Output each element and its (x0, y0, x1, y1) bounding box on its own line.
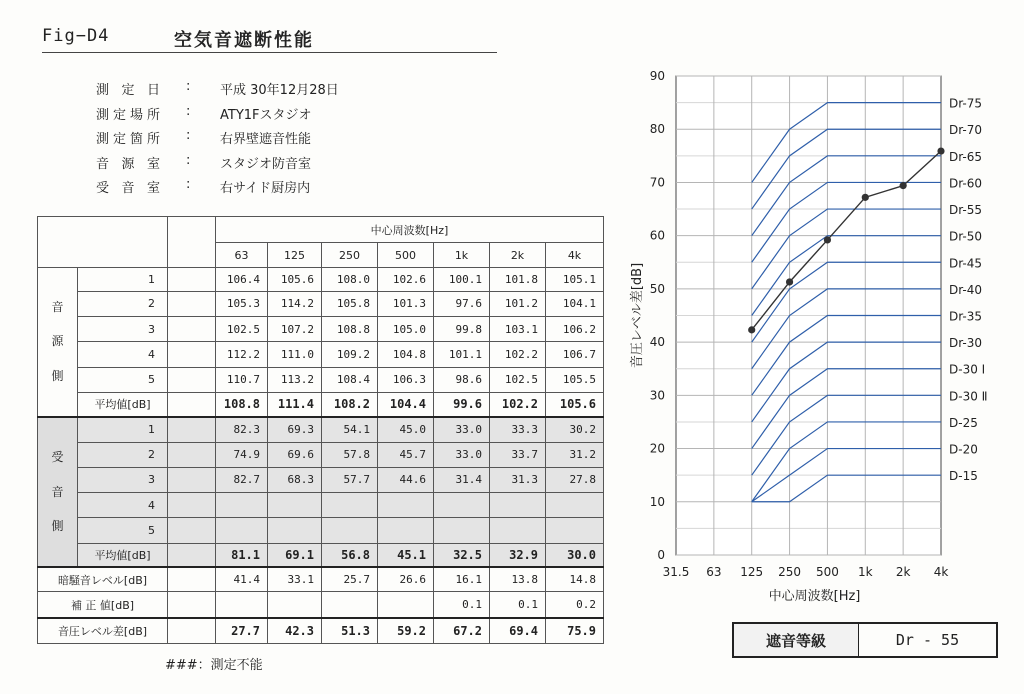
value-cell: 33.3 (490, 417, 546, 442)
value-cell: 75.9 (546, 618, 604, 644)
value-cell: 102.6 (378, 267, 434, 291)
y-tick-label: 70 (649, 175, 665, 190)
measured-line (752, 151, 941, 330)
value-cell: 105.5 (546, 367, 604, 392)
value-cell: 106.4 (216, 267, 268, 291)
value-cell: 108.8 (216, 393, 268, 417)
value-cell: 0.1 (434, 592, 490, 618)
value-cell: 106.7 (546, 342, 604, 367)
table-row (38, 291, 604, 316)
receive-group-char: 音 (51, 484, 64, 499)
diff-label: 音圧レベル差[dB] (38, 618, 168, 644)
value-cell (268, 592, 322, 618)
row-index: 1 (78, 267, 168, 291)
table-row (38, 592, 604, 618)
value-cell: 110.7 (216, 367, 268, 392)
row-index: 2 (78, 291, 168, 316)
x-tick-label: 250 (778, 565, 802, 579)
value-cell: 101.2 (490, 291, 546, 316)
value-cell: 102.5 (216, 317, 268, 342)
value-cell: 31.3 (490, 467, 546, 492)
curve-label: D-15 (949, 469, 978, 484)
value-cell: 57.7 (322, 467, 378, 492)
value-cell: 32.9 (490, 543, 546, 567)
reference-curve (752, 209, 941, 289)
measured-point (748, 326, 755, 333)
curve-label: Dr-70 (949, 123, 983, 138)
value-cell: 0.1 (490, 592, 546, 618)
reference-curve (752, 449, 941, 502)
curve-label: Dr-45 (949, 256, 983, 271)
value-cell (216, 493, 268, 518)
y-tick-label: 10 (649, 494, 665, 509)
value-cell: 97.6 (434, 291, 490, 316)
value-cell: 25.7 (322, 567, 378, 591)
value-cell: 33.0 (434, 417, 490, 442)
value-cell: 102.5 (490, 367, 546, 392)
measured-point (786, 278, 793, 285)
curve-label: D-20 (949, 442, 978, 457)
curve-label: Dr-50 (949, 229, 983, 244)
value-cell: 74.9 (216, 442, 268, 467)
reference-curve (752, 475, 941, 502)
value-cell: 105.3 (216, 291, 268, 316)
spacer-cell (168, 493, 216, 518)
value-cell: 106.3 (378, 367, 434, 392)
background-label: 暗騒音レベル[dB] (38, 567, 168, 591)
row-index: 1 (78, 417, 168, 442)
value-cell (546, 493, 604, 518)
row-index: 4 (78, 493, 168, 518)
value-cell: 82.3 (216, 417, 268, 442)
figure-id: Fig−D4 (42, 26, 110, 46)
value-cell: 0.2 (546, 592, 604, 618)
value-cell: 113.2 (268, 367, 322, 392)
value-cell: 67.2 (434, 618, 490, 644)
spacer-cell (168, 618, 216, 644)
meta-label: 受 音 室 (96, 181, 160, 196)
value-cell: 45.1 (378, 543, 434, 567)
table-row (38, 567, 604, 591)
freq-label: 250 (322, 243, 378, 267)
x-tick-label: 125 (740, 565, 764, 579)
value-cell: 14.8 (546, 567, 604, 591)
plot-area (676, 76, 941, 555)
spacer-cell (168, 467, 216, 492)
receive-group-char: 側 (51, 519, 64, 534)
value-cell: 30.0 (546, 543, 604, 567)
table-row (38, 493, 604, 518)
row-index: 3 (78, 467, 168, 492)
meta-value: ATY1Fスタジオ (220, 107, 312, 123)
value-cell: 108.0 (322, 267, 378, 291)
value-cell: 31.4 (434, 467, 490, 492)
value-cell: 56.8 (322, 543, 378, 567)
curve-label: Dr-75 (949, 96, 983, 111)
figure-header (42, 26, 497, 53)
row-index: 5 (78, 518, 168, 543)
row-index: 2 (78, 442, 168, 467)
meta-colon: : (186, 152, 191, 168)
value-cell: 102.2 (490, 342, 546, 367)
y-tick-label: 60 (649, 228, 665, 243)
figure-title: 空気音遮断性能 (174, 30, 314, 51)
value-cell: 103.1 (490, 317, 546, 342)
value-cell (216, 592, 268, 618)
y-tick-label: 20 (649, 441, 665, 456)
value-cell: 101.3 (378, 291, 434, 316)
curve-label: Dr-55 (949, 203, 983, 218)
meta-label: 測 定 日 (96, 83, 160, 98)
grade-label: 遮音等級 (734, 624, 859, 656)
value-cell: 105.0 (378, 317, 434, 342)
receive-group-label (38, 417, 78, 568)
curve-label: Dr-65 (949, 149, 983, 164)
meta-label: 測定箇所 (96, 132, 160, 147)
value-cell: 114.2 (268, 291, 322, 316)
freq-label: 500 (378, 243, 434, 267)
value-cell (268, 493, 322, 518)
row-index: 5 (78, 367, 168, 392)
freq-label: 63 (216, 243, 268, 267)
source-group-char: 源 (51, 334, 64, 349)
curve-label: Dr-40 (949, 282, 983, 297)
meta-value: 右サイド厨房内 (220, 181, 311, 196)
reference-curve (752, 156, 941, 236)
freq-label: 4k (546, 243, 604, 267)
table-row (38, 317, 604, 342)
value-cell: 104.8 (378, 342, 434, 367)
curve-label: D-25 (949, 415, 978, 430)
x-tick-label: 2k (895, 565, 911, 579)
y-tick-label: 0 (657, 548, 665, 562)
freq-label: 2k (490, 243, 546, 267)
value-cell: 100.1 (434, 267, 490, 291)
value-cell: 30.2 (546, 417, 604, 442)
y-axis-label: 音圧レベル差[dB] (630, 262, 645, 369)
value-cell: 112.2 (216, 342, 268, 367)
value-cell: 16.1 (434, 567, 490, 591)
value-cell: 109.2 (322, 342, 378, 367)
table-row (38, 342, 604, 367)
freq-label: 125 (268, 243, 322, 267)
spacer-cell (168, 393, 216, 417)
value-cell (434, 493, 490, 518)
value-cell: 69.3 (268, 417, 322, 442)
value-cell: 81.1 (216, 543, 268, 567)
reference-curve (752, 262, 941, 342)
value-cell: 107.2 (268, 317, 322, 342)
value-cell: 54.1 (322, 417, 378, 442)
receive-group-char: 受 (51, 450, 64, 465)
table-row (38, 217, 604, 243)
measured-point (937, 147, 944, 154)
curve-label: D-30 Ⅰ (949, 362, 986, 377)
value-cell: 108.8 (322, 317, 378, 342)
value-cell: 51.3 (322, 618, 378, 644)
spacer-cell (168, 417, 216, 442)
spacer-cell (168, 217, 216, 268)
avg-label: 平均値[dB] (78, 393, 168, 417)
value-cell: 105.1 (546, 267, 604, 291)
value-cell (322, 592, 378, 618)
value-cell (434, 518, 490, 543)
grade-box (732, 622, 998, 658)
x-tick-label: 31.5 (662, 565, 690, 579)
spacer-cell (168, 367, 216, 392)
measured-point (824, 236, 831, 243)
value-cell: 33.1 (268, 567, 322, 591)
table-row (38, 367, 604, 392)
measured-point (862, 194, 869, 201)
meta-label: 音 源 室 (96, 156, 160, 172)
value-cell: 108.2 (322, 393, 378, 417)
value-cell (490, 493, 546, 518)
value-cell: 57.8 (322, 442, 378, 467)
value-cell: 98.6 (434, 367, 490, 392)
correction-label: 補 正 値[dB] (38, 592, 168, 618)
value-cell: 68.3 (268, 467, 322, 492)
spacer-cell (168, 342, 216, 367)
value-cell: 99.8 (434, 317, 490, 342)
meta-value: 右界壁遮音性能 (220, 132, 312, 147)
meta-colon: : (186, 79, 191, 94)
value-cell: 42.3 (268, 618, 322, 644)
meta-colon: : (186, 128, 191, 143)
x-tick-label: 63 (706, 565, 722, 579)
measured-point (900, 182, 907, 189)
value-cell (490, 518, 546, 543)
value-cell: 27.8 (546, 467, 604, 492)
value-cell: 105.8 (322, 291, 378, 316)
meta-value: 平成 30年12月28日 (220, 83, 339, 98)
table-row (38, 518, 604, 543)
meta-label: 測定場所 (96, 107, 160, 123)
value-cell: 31.2 (546, 442, 604, 467)
value-cell: 99.6 (434, 393, 490, 417)
value-cell (546, 518, 604, 543)
value-cell: 106.2 (546, 317, 604, 342)
spacer-cell (168, 442, 216, 467)
x-tick-label: 1k (857, 565, 873, 579)
reference-curve (752, 103, 941, 183)
value-cell: 45.7 (378, 442, 434, 467)
value-cell (322, 518, 378, 543)
curve-label: Dr-30 (949, 336, 983, 351)
x-tick-label: 500 (815, 565, 839, 579)
value-cell (268, 518, 322, 543)
value-cell: 44.6 (378, 467, 434, 492)
value-cell: 45.0 (378, 417, 434, 442)
table-row (38, 267, 604, 291)
value-cell: 102.2 (490, 393, 546, 417)
value-cell: 101.1 (434, 342, 490, 367)
value-cell: 41.4 (216, 567, 268, 591)
y-tick-label: 40 (649, 335, 665, 350)
table-row (38, 442, 604, 467)
freq-header: 中心周波数[Hz] (216, 217, 604, 243)
spacer-cell (168, 592, 216, 618)
value-cell: 69.6 (268, 442, 322, 467)
meta-colon: : (186, 177, 191, 192)
row-index: 4 (78, 342, 168, 367)
source-group-char: 音 (51, 300, 64, 315)
x-axis-label: 中心周波数[Hz] (768, 589, 861, 604)
value-cell: 111.0 (268, 342, 322, 367)
meta-value: スタジオ防音室 (220, 156, 312, 172)
y-tick-label: 30 (649, 388, 665, 403)
curve-label: D-30 Ⅱ (949, 389, 988, 404)
value-cell: 33.7 (490, 442, 546, 467)
y-tick-label: 50 (649, 281, 665, 296)
value-cell (216, 518, 268, 543)
reference-curve (752, 369, 941, 449)
y-tick-label: 90 (649, 69, 665, 83)
reference-curve (752, 182, 941, 262)
value-cell (378, 592, 434, 618)
x-tick-label: 4k (933, 565, 949, 579)
reference-curve (752, 236, 941, 316)
reference-curve (752, 316, 941, 396)
spacer-cell (168, 267, 216, 291)
header-blank (38, 217, 168, 268)
curve-label: Dr-35 (949, 309, 983, 324)
avg-label: 平均値[dB] (78, 543, 168, 567)
value-cell: 33.0 (434, 442, 490, 467)
value-cell: 105.6 (546, 393, 604, 417)
table-row (38, 417, 604, 442)
table-row (38, 467, 604, 492)
y-tick-label: 80 (649, 122, 665, 137)
spacer-cell (168, 317, 216, 342)
table-row (38, 543, 604, 567)
value-cell: 26.6 (378, 567, 434, 591)
spacer-cell (168, 543, 216, 567)
spacer-cell (168, 518, 216, 543)
value-cell: 27.7 (216, 618, 268, 644)
value-cell: 111.4 (268, 393, 322, 417)
source-group-char: 側 (51, 368, 64, 383)
curve-label: Dr-60 (949, 176, 983, 191)
value-cell: 69.4 (490, 618, 546, 644)
value-cell (322, 493, 378, 518)
reference-curve (752, 342, 941, 422)
table-row (38, 393, 604, 417)
source-group-label (38, 267, 78, 417)
value-cell: 13.8 (490, 567, 546, 591)
value-cell: 82.7 (216, 467, 268, 492)
meta-colon: : (186, 103, 191, 119)
spacer-cell (168, 567, 216, 591)
value-cell (378, 493, 434, 518)
footnote: ###：測定不能 (165, 658, 263, 673)
value-cell: 32.5 (434, 543, 490, 567)
value-cell: 59.2 (378, 618, 434, 644)
reference-curve (752, 395, 941, 475)
value-cell: 101.8 (490, 267, 546, 291)
spacer-cell (168, 291, 216, 316)
value-cell: 104.4 (378, 393, 434, 417)
value-cell: 108.4 (322, 367, 378, 392)
reference-curve (752, 129, 941, 209)
value-cell (378, 518, 434, 543)
value-cell: 69.1 (268, 543, 322, 567)
reference-curve (752, 422, 941, 502)
reference-curve (752, 289, 941, 369)
row-index: 3 (78, 317, 168, 342)
freq-label: 1k (434, 243, 490, 267)
value-cell: 104.1 (546, 291, 604, 316)
measurement-table (37, 216, 604, 644)
table-row (38, 618, 604, 644)
value-cell: 105.6 (268, 267, 322, 291)
grade-value: Dr - 55 (895, 631, 960, 649)
